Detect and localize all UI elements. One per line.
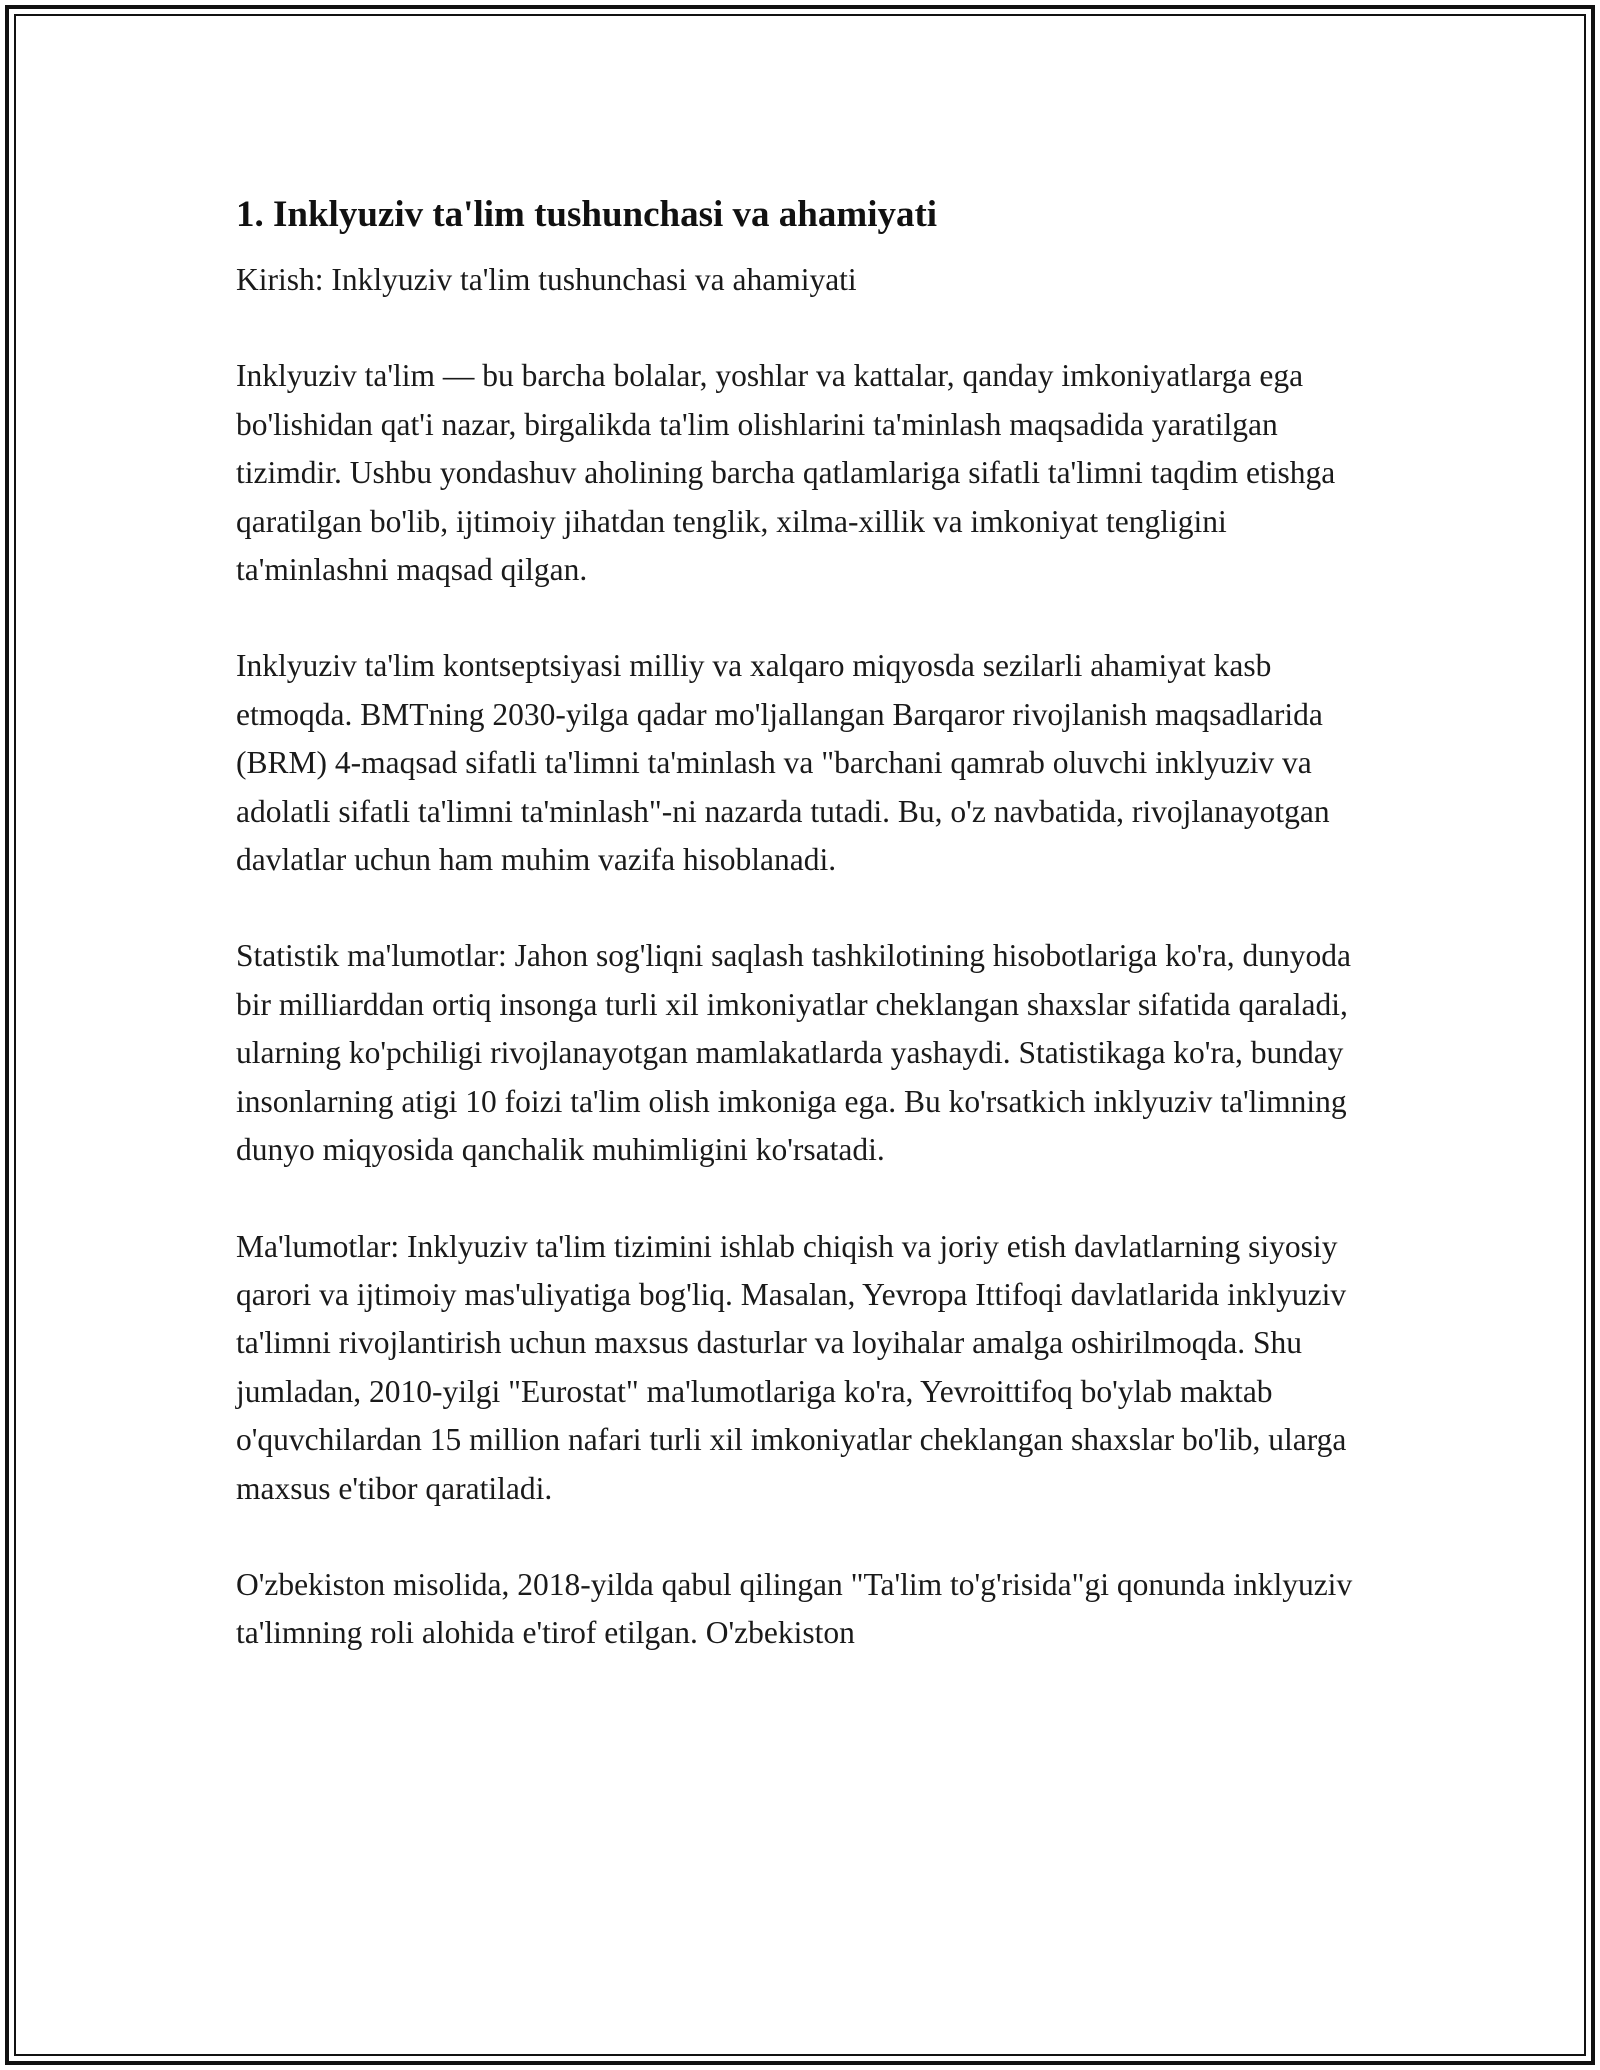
paragraph-definition: Inklyuziv ta'lim — bu barcha bolalar, yoshlar va kattalar, qanday imkoniyatlarga ega bo'lishidan qat'i nazar, birgalikda ta'lim olishlarini ta'minlash maqsadida yaratilgan tizimdir. Ushbu yondashuv aholining barcha qatlamlariga sifatli ta'limni taqdim etishga qaratilgan bo'lib, ijtimoiy jihatdan tenglik, xilma-xillik va imkoniyat tengligini ta'minlashni maqsad qilgan.	[236, 358, 1336, 588]
document-body	[236, 186, 1376, 1706]
paragraph-uzbekistan: O'zbekiston misolida, 2018-yilda qabul qilingan "Ta'lim to'g'risida"gi qonunda inklyuziv ta'limning roli alohida e'tirof etilgan. O'zbekiston	[236, 1566, 1353, 1651]
intro-subtitle: Kirish: Inklyuziv ta'lim tushunchasi va ahamiyati	[236, 262, 857, 297]
paragraph-data: Ma'lumotlar: Inklyuziv ta'lim tizimini ishlab chiqish va joriy etish davlatlarning siyosiy qarori va ijtimoiy mas'uliyatiga bog'liq. Masalan, Yevropa Ittifoqi davlatlarida inklyuziv ta'limni rivojlantirish uchun maxsus dasturlar va loyihalar amalga oshirilmoqda. Shu jumladan, 2010-yilgi "Eurostat" ma'lumotlariga ko'ra, Yevroittifoq bo'ylab maktab o'quvchilardan 15 million nafari turli xil imkoniyatlar cheklangan shaxslar bo'lib, ularga maxsus e'tibor qaratiladi.	[236, 1228, 1347, 1506]
paragraph-international: Inklyuziv ta'lim kontseptsiyasi milliy va xalqaro miqyosda sezilarli ahamiyat kasb etmoqda. BMTning 2030-yilga qadar mo'ljallangan Barqaror rivojlanish maqsadlarida (BRM) 4-maqsad sifatli ta'limni ta'minlash va "barchani qamrab oluvchi inklyuziv va adolatli sifatli ta'limni ta'minlash"-ni nazarda tutadi. Bu, o'z navbatida, rivojlanayotgan davlatlar uchun ham muhim vazifa hisoblanadi.	[236, 648, 1330, 878]
paragraph-statistics: Statistik ma'lumotlar: Jahon sog'liqni saqlash tashkilotining hisobotlariga ko'ra, dunyoda bir milliarddan ortiq insonga turli xil imkoniyatlar cheklangan shaxslar sifatida qaraladi, ularning ko'pchiligi rivojlanayotgan mamlakatlarda yashaydi. Statistikaga ko'ra, bunday insonlarning atigi 10 foizi ta'lim olish imkoniga ega. Bu ko'rsatkich inklyuziv ta'limning dunyo miqyosida qanchalik muhimligini ko'rsatadi.	[236, 938, 1352, 1168]
section-heading: 1. Inklyuziv ta'lim tushunchasi va ahamiyati	[236, 194, 938, 235]
